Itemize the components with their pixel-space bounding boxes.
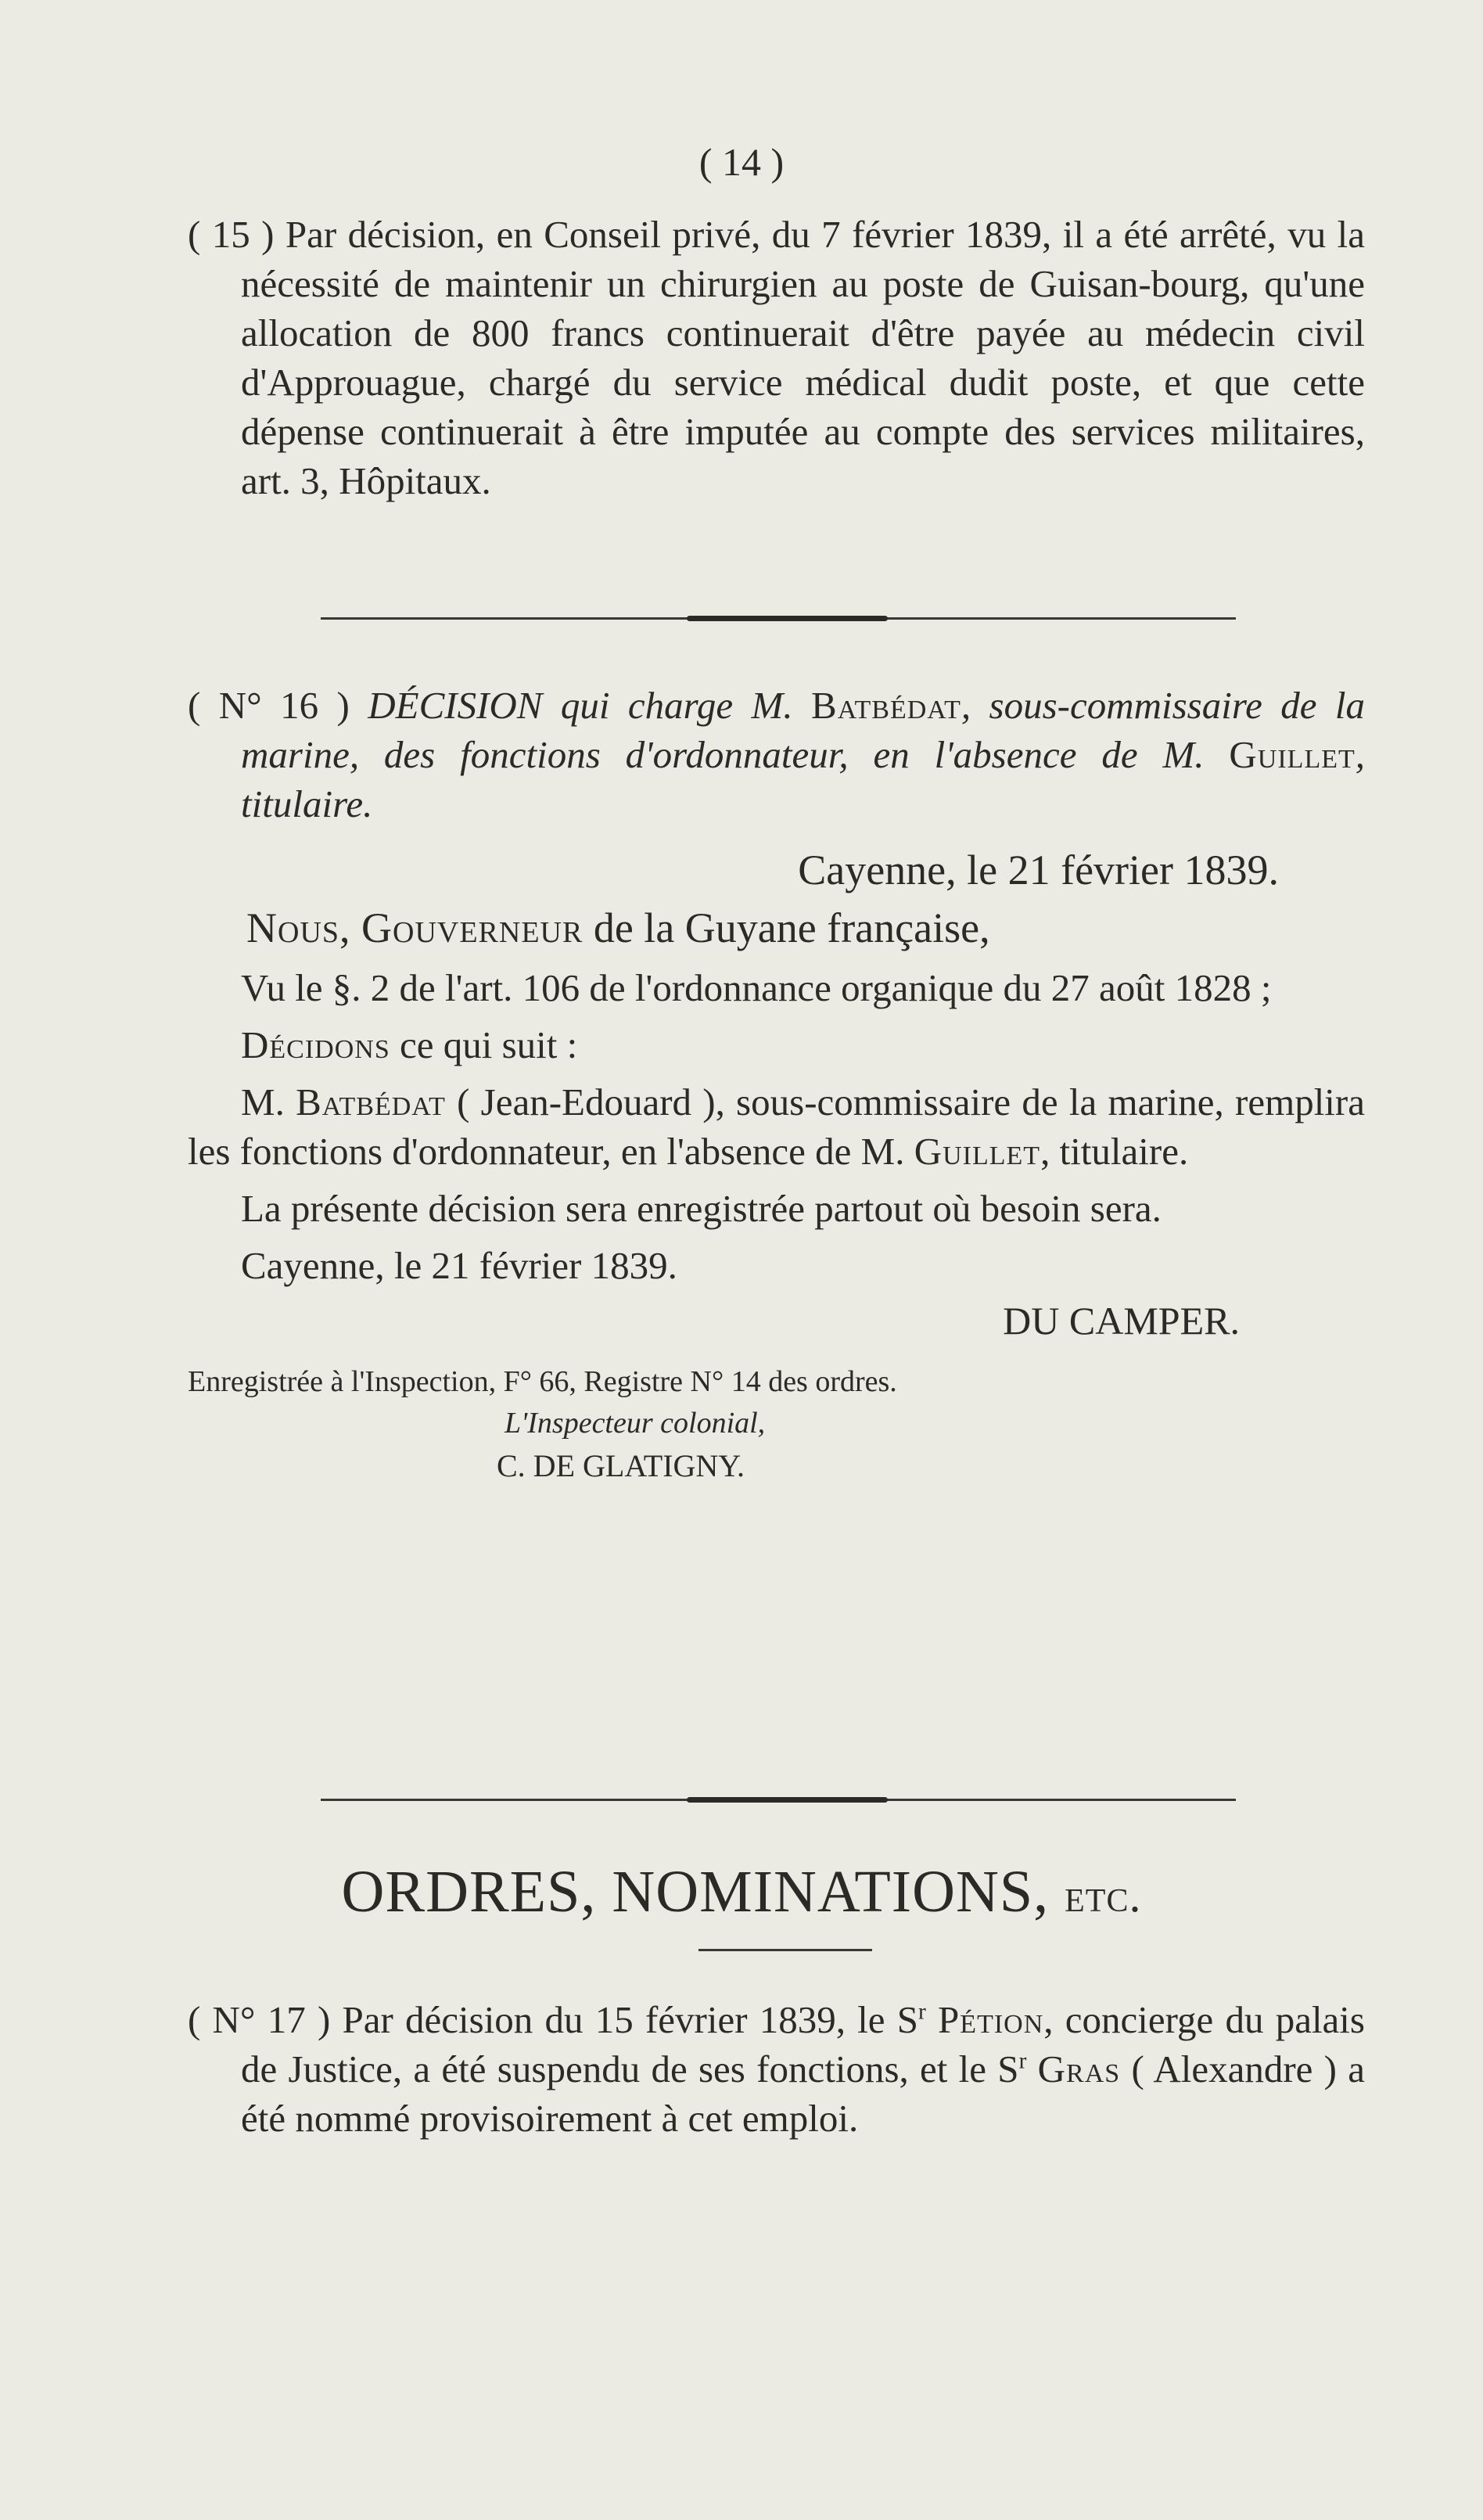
name-guillet: Guillet bbox=[1229, 733, 1356, 776]
gouverneur-word: Gouverneur bbox=[361, 904, 584, 951]
section-heading-etc: etc. bbox=[1065, 1870, 1142, 1921]
item-17-number: ( N° 17 ) bbox=[188, 1998, 331, 2041]
decision-body bbox=[188, 1077, 1365, 1176]
signed-date: Cayenne, le 21 février 1839. bbox=[241, 1244, 677, 1287]
title-part-c: , titulaire. bbox=[241, 733, 1366, 825]
signature: DU CAMPER. bbox=[1003, 1299, 1240, 1343]
item-17 bbox=[188, 1995, 1365, 2143]
body-part-c: , titulaire. bbox=[1040, 1130, 1189, 1173]
inspector-name: C. DE GLATIGNY. bbox=[497, 1448, 745, 1483]
presente-paragraph: La présente décision sera enregistrée partout où besoin sera. bbox=[241, 1187, 1162, 1230]
title-part-b: , sous-commissaire de la marine, des fonctions d'ordonnateur, en l'absence de M. bbox=[241, 684, 1366, 776]
section-heading bbox=[0, 1858, 1483, 1926]
decidons-paragraph bbox=[188, 1020, 1365, 1069]
body-part-b: ( Jean-Edouard ), sous-commissaire de la marine, remplira les fonctions d'ordonnateur, en l'absence de M. bbox=[188, 1080, 1365, 1173]
heading-underline bbox=[698, 1949, 872, 1951]
item-17-part-a: Par décision du 15 février 1839, le S bbox=[342, 1998, 919, 2041]
item-15-text: Par décision, en Conseil privé, du 7 février 1839, il a été arrêté, vu la nécessité de maintenir un chirurgien au poste de Guisan-bourg, qu'une allocation de 800 francs continuerait d'être payée au médecin civil d'Approuague, chargé du service médical dudit poste, et que cette dépense continuerait à être imputée au compte des services militaires, art. 3, Hôpitaux. bbox=[241, 213, 1365, 502]
body-name-guillet: Guillet bbox=[914, 1130, 1041, 1173]
dateline: Cayenne, le 21 février 1839. bbox=[798, 847, 1279, 893]
guyane-text: de la Guyane française, bbox=[593, 904, 990, 951]
item-15 bbox=[188, 210, 1365, 505]
decision-16-title bbox=[188, 681, 1365, 829]
nous-gouverneur bbox=[188, 899, 1365, 957]
title-part-a: DÉCISION qui charge M. bbox=[368, 684, 793, 727]
page-number: ( 14 ) bbox=[698, 140, 785, 184]
item-17-part-c: ( Alexandre ) a été nommé provisoirement à cet emploi. bbox=[241, 2047, 1366, 2140]
item-15-number: ( 15 ) bbox=[188, 213, 275, 256]
registration-note: Enregistrée à l'Inspection, F° 66, Registre N° 14 des ordres. bbox=[188, 1365, 897, 1398]
name-gras: Gras bbox=[1037, 2047, 1121, 2090]
separator-rule-1 bbox=[321, 617, 1236, 620]
decidons-text: ce qui suit : bbox=[399, 1023, 578, 1066]
superscript-r-1: r bbox=[918, 1999, 926, 2025]
superscript-r-2: r bbox=[1018, 2048, 1027, 2074]
item-15-paragraph bbox=[188, 210, 1365, 505]
vu-paragraph: Vu le §. 2 de l'art. 106 de l'ordonnance organique du 27 août 1828 ; bbox=[241, 966, 1272, 1009]
item-17-part-b: , concierge du palais de Justice, a été suspendu de ses fonctions, et le S bbox=[241, 1998, 1365, 2090]
name-petion: Pétion bbox=[938, 1998, 1044, 2041]
section-heading-main: ORDRES, NOMINATIONS, bbox=[341, 1859, 1050, 1925]
decidons-word: Décidons bbox=[241, 1023, 390, 1066]
inspector-title: L'Inspecteur colonial, bbox=[505, 1407, 766, 1440]
body-part-a: M. bbox=[241, 1080, 285, 1123]
decision-16 bbox=[188, 681, 1365, 1488]
separator-rule-2 bbox=[321, 1799, 1236, 1801]
nous-word: Nous, bbox=[246, 904, 351, 951]
name-batbedat: Batbédat bbox=[811, 684, 961, 727]
body-name-batbedat: Batbédat bbox=[296, 1080, 446, 1123]
item-17-paragraph bbox=[188, 1995, 1365, 2143]
decision-16-number: ( N° 16 ) bbox=[188, 684, 350, 727]
